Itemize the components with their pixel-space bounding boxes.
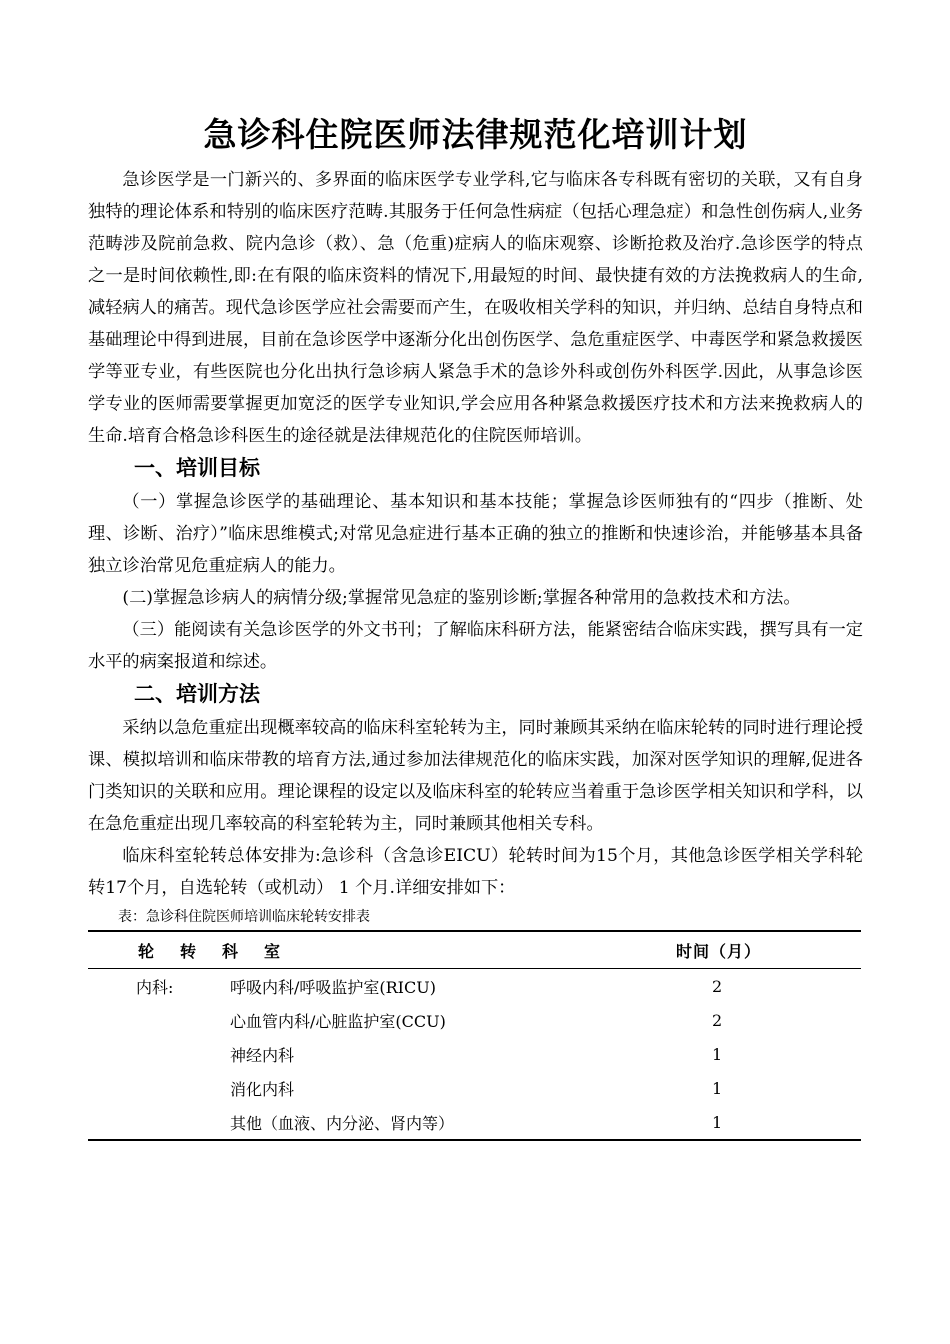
goal-paragraph-2: (二)掌握急诊病人的病情分级;掌握常见急症的鉴别诊断;掌握各种常用的急救技术和方法。	[122, 588, 801, 608]
row-months: 2	[712, 976, 723, 996]
document-title: 急诊科住院医师法律规范化培训计划	[203, 115, 748, 154]
row-department: 神经内科	[230, 1045, 295, 1065]
row-category	[88, 1037, 229, 1071]
rotation-table	[88, 930, 861, 1141]
method-paragraph-2: 临床科室轮转总体安排为:急诊科（含急诊EICU）轮转时间为15个月，其他急诊医学相关学科轮转17个月，自选轮转（或机动） 1 个月.详细安排如下：	[88, 846, 863, 898]
section-heading-goals: 一、培训目标	[134, 456, 260, 480]
table-header-row	[88, 931, 861, 969]
goal-paragraph-3: （三）能阅读有关急诊医学的外文书刊；了解临床科研方法，能紧密结合临床实践，撰写具有一定水平的病案报道和综述。	[88, 620, 863, 672]
row-months: 1	[712, 1044, 723, 1064]
header-time: 时间（月）	[676, 931, 861, 969]
goal-paragraph-1: （一）掌握急诊医学的基础理论、基本知识和基本技能；掌握急诊医师独有的“四步（推断、处理、诊断、治疗）”临床思维模式;对常见急症进行基本正确的独立的推断和快速诊治，并能够基本具备独立诊治常见危重症病人的能力。	[88, 492, 863, 576]
table-row	[88, 1037, 861, 1071]
row-category	[88, 1003, 229, 1037]
header-rotation: 轮转科室	[88, 931, 676, 969]
method-paragraph-1: 采纳以急危重症出现概率较高的临床科室轮转为主，同时兼顾其采纳在临床轮转的同时进行理论授课、模拟培训和临床带教的培育方法,通过参加法律规范化的临床实践，加深对医学知识的理解,促进各门类知识的关联和应用。理论课程的设定以及临床科室的轮转应当着重于急诊医学相关知识和学科，以在急危重症出现几率较高的科室轮转为主，同时兼顾其他相关专科。	[88, 718, 863, 834]
row-months: 1	[676, 1105, 861, 1140]
row-department: 心血管内科/心脏监护室(CCU)	[230, 1011, 446, 1031]
row-category	[88, 1071, 229, 1105]
row-months: 2	[712, 1010, 723, 1030]
section-heading-methods: 二、培训方法	[134, 682, 260, 706]
document-page	[88, 110, 863, 1141]
row-department: 呼吸内科/呼吸监护室(RICU)	[230, 977, 436, 997]
row-months: 1	[712, 1078, 723, 1098]
table-row	[88, 969, 861, 1004]
row-department: 其他（血液、内分泌、肾内等）	[229, 1105, 676, 1140]
row-category	[88, 1105, 229, 1140]
table-caption: 表：急诊科住院医师培训临床轮转安排表	[118, 909, 370, 925]
intro-paragraph: 急诊医学是一门新兴的、多界面的临床医学专业学科,它与临床各专科既有密切的关联，又有自身独特的理论体系和特别的临床医疗范畴.其服务于任何急性病症（包括心理急症）和急性创伤病人,业务范畴涉及院前急救、院内急诊（救）、急（危重)症病人的临床观察、诊断抢救及治疗.急诊医学的特点之一是时间依赖性,即:在有限的临床资料的情况下,用最短的时间、最快捷有效的方法挽救病人的生命,减轻病人的痛苦。现代急诊医学应社会需要而产生，在吸收相关学科的知识，并归纳、总结自身特点和基础理论中得到进展，目前在急诊医学中逐渐分化出创伤医学、急危重症医学、中毒医学和紧急救援医学等亚专业，有些医院也分化出执行急诊病人紧急手术的急诊外科或创伤外科医学.因此，从事急诊医学专业的医师需要掌握更加宽泛的医学专业知识,学会应用各种紧急救援医疗技术和方法来挽救病人的生命.培育合格急诊科医生的途径就是法律规范化的住院医师培训。	[88, 170, 863, 446]
row-category: 内科:	[136, 977, 174, 997]
row-department: 消化内科	[230, 1079, 295, 1099]
table-row	[88, 1003, 861, 1037]
table-row	[88, 1071, 861, 1105]
table-row	[88, 1105, 861, 1140]
